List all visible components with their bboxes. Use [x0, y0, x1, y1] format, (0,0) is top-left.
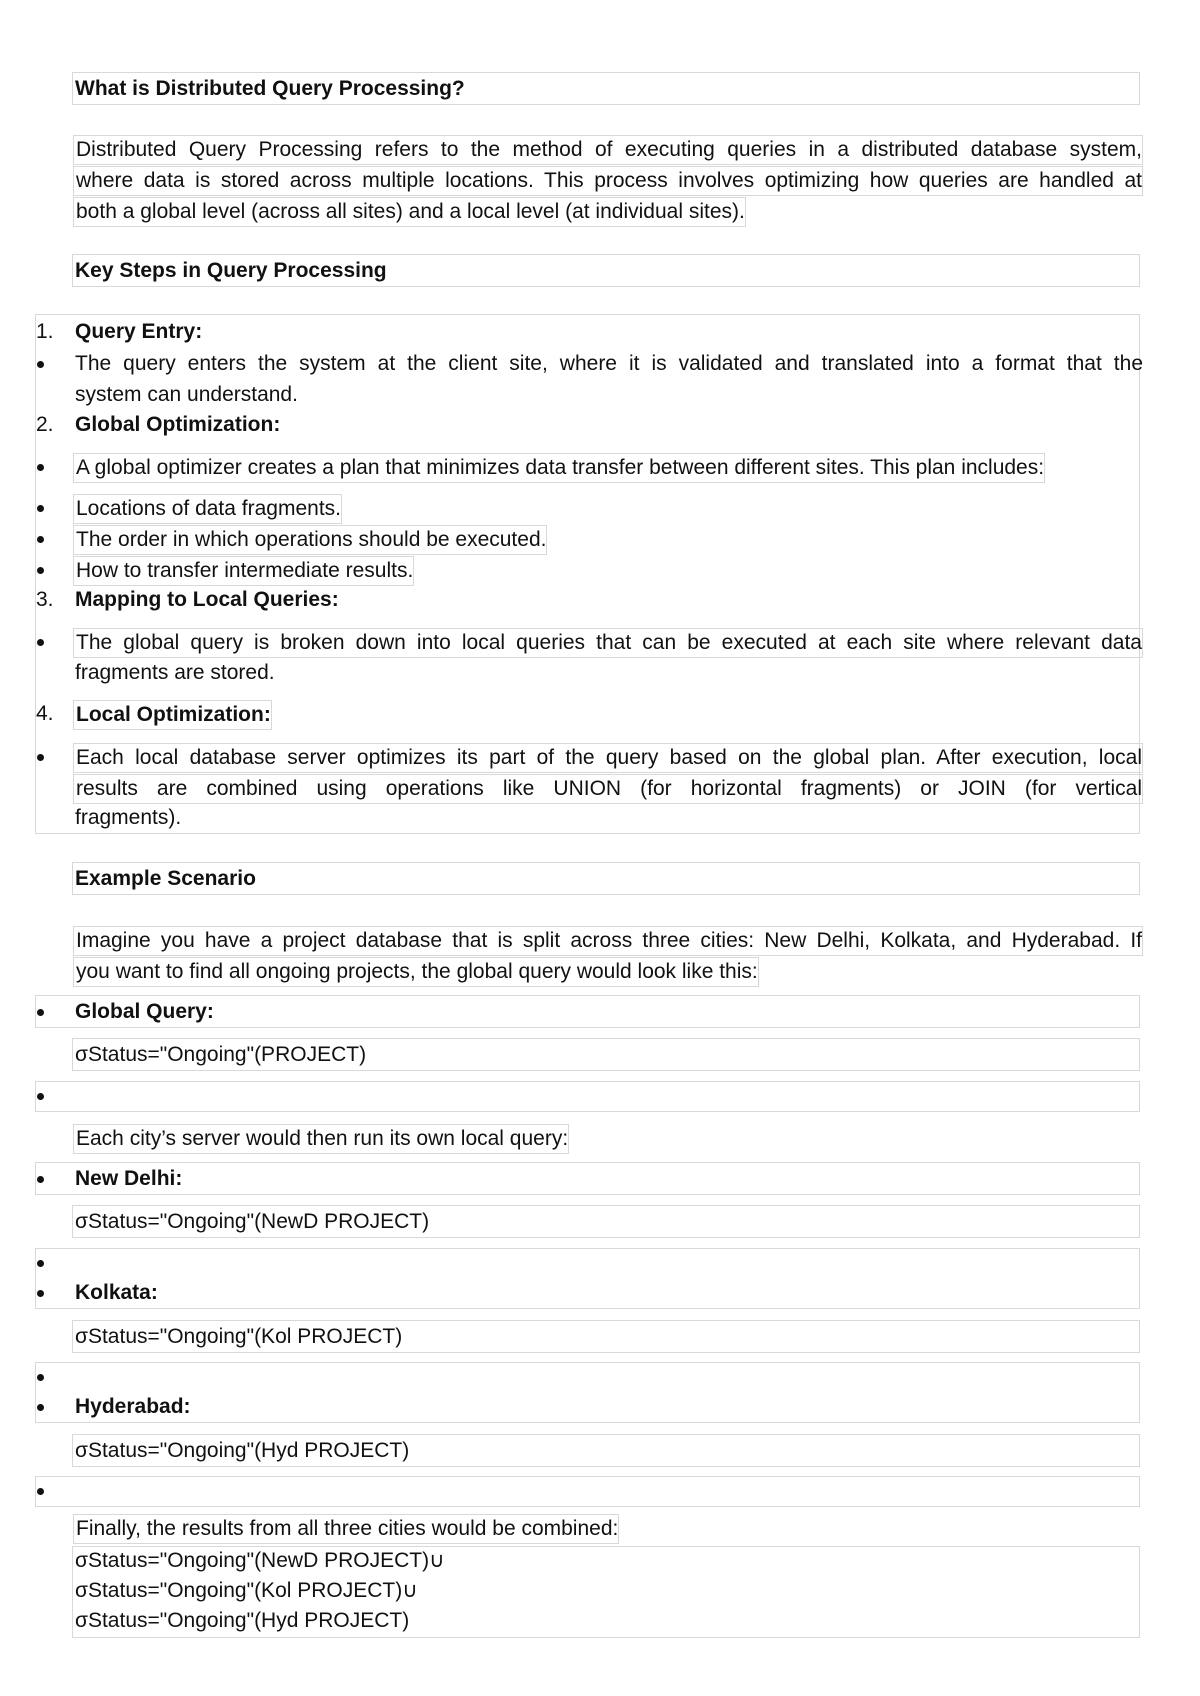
final-intro: Finally, the results from all three cities would be combined: [73, 1514, 619, 1544]
step-label-2: Global Optimization: [75, 413, 281, 436]
city-query-hyderabad: σStatus="Ongoing"(Hyd PROJECT) [75, 1439, 410, 1462]
final-union-line-3: σStatus="Ongoing"(Hyd PROJECT) [75, 1609, 410, 1632]
bullet-icon [37, 1009, 44, 1016]
intro-line-3: both a global level (across all sites) and a local level (at individual sites). [73, 197, 746, 227]
bullet-icon [37, 1404, 44, 1411]
empty-bullet-row [35, 1081, 1140, 1112]
step-number-3: 3. [36, 588, 54, 611]
bullet-icon [37, 754, 44, 761]
example-intro-line-2: you want to find all ongoing projects, the global query would look like this: [73, 957, 759, 987]
step-label-4: Local Optimization: [73, 700, 272, 730]
city-label-block [35, 1248, 1140, 1309]
step-1-line-1: The query enters the system at the client site, where it is validated and translated into a format that the [75, 352, 1143, 375]
step-4-line-2: results are combined using operations like UNION (for horizontal fragments) or JOIN (for vertical [73, 774, 1143, 804]
city-label-block [35, 1162, 1140, 1195]
step-3-line-2: fragments are stored. [75, 661, 275, 684]
global-query-label: Global Query: [75, 1000, 214, 1023]
bullet-icon [37, 505, 44, 512]
city-query-kolkata: σStatus="Ongoing"(Kol PROJECT) [75, 1325, 403, 1348]
step-2-line-1: A global optimizer creates a plan that minimizes data transfer between different sites. This plan includes: [73, 453, 1045, 483]
city-label-block [35, 1362, 1140, 1423]
step-number-1: 1. [36, 320, 54, 343]
city-label-new-delhi: New Delhi: [75, 1167, 183, 1190]
example-heading: Example Scenario [75, 867, 256, 890]
step-2-subitem-3: How to transfer intermediate results. [73, 556, 414, 586]
step-4-line-3: fragments). [75, 806, 182, 829]
bullet-icon [37, 464, 44, 471]
step-2-subitem-2: The order in which operations should be executed. [73, 525, 547, 555]
example-intro-line-1: Imagine you have a project database that is split across three cities: New Delhi, Kolkata, and Hyderabad. If [73, 926, 1143, 956]
key-steps-heading: Key Steps in Query Processing [75, 259, 387, 282]
empty-bullet-row [35, 1476, 1140, 1507]
city-query-new-delhi: σStatus="Ongoing"(NewD PROJECT) [75, 1210, 430, 1233]
bullet-icon [37, 567, 44, 574]
step-label-1: Query Entry: [75, 320, 203, 343]
step-1-line-2: system can understand. [75, 383, 298, 406]
city-label-hyderabad: Hyderabad: [75, 1395, 191, 1418]
intro-line-2: where data is stored across multiple locations. This process involves optimizing how queries are handled at [73, 166, 1143, 196]
bullet-icon [37, 361, 44, 368]
local-intro: Each city’s server would then run its own local query: [73, 1124, 569, 1154]
bullet-icon [37, 1093, 44, 1100]
final-union-line-1: σStatus="Ongoing"(NewD PROJECT)∪ [75, 1549, 445, 1572]
final-union-line-2: σStatus="Ongoing"(Kol PROJECT)∪ [75, 1579, 418, 1602]
step-2-subitem-1: Locations of data fragments. [73, 494, 342, 524]
step-3-line-1: The global query is broken down into local queries that can be executed at each site where relevant data [73, 628, 1143, 658]
bullet-icon [37, 1290, 44, 1297]
bullet-icon [37, 536, 44, 543]
bullet-icon [37, 1260, 44, 1267]
bullet-icon [37, 1176, 44, 1183]
page-title: What is Distributed Query Processing? [75, 77, 465, 100]
step-number-2: 2. [36, 413, 54, 436]
global-query: σStatus="Ongoing"(PROJECT) [75, 1043, 367, 1066]
step-4-line-1: Each local database server optimizes its part of the query based on the global plan. After execution, local [73, 743, 1143, 773]
step-label-3: Mapping to Local Queries: [75, 588, 339, 611]
step-number-4: 4. [36, 702, 54, 725]
intro-line-1: Distributed Query Processing refers to the method of executing queries in a distributed database system, [73, 135, 1143, 165]
city-label-kolkata: Kolkata: [75, 1281, 158, 1304]
bullet-icon [37, 1488, 44, 1495]
bullet-icon [37, 639, 44, 646]
bullet-icon [37, 1374, 44, 1381]
